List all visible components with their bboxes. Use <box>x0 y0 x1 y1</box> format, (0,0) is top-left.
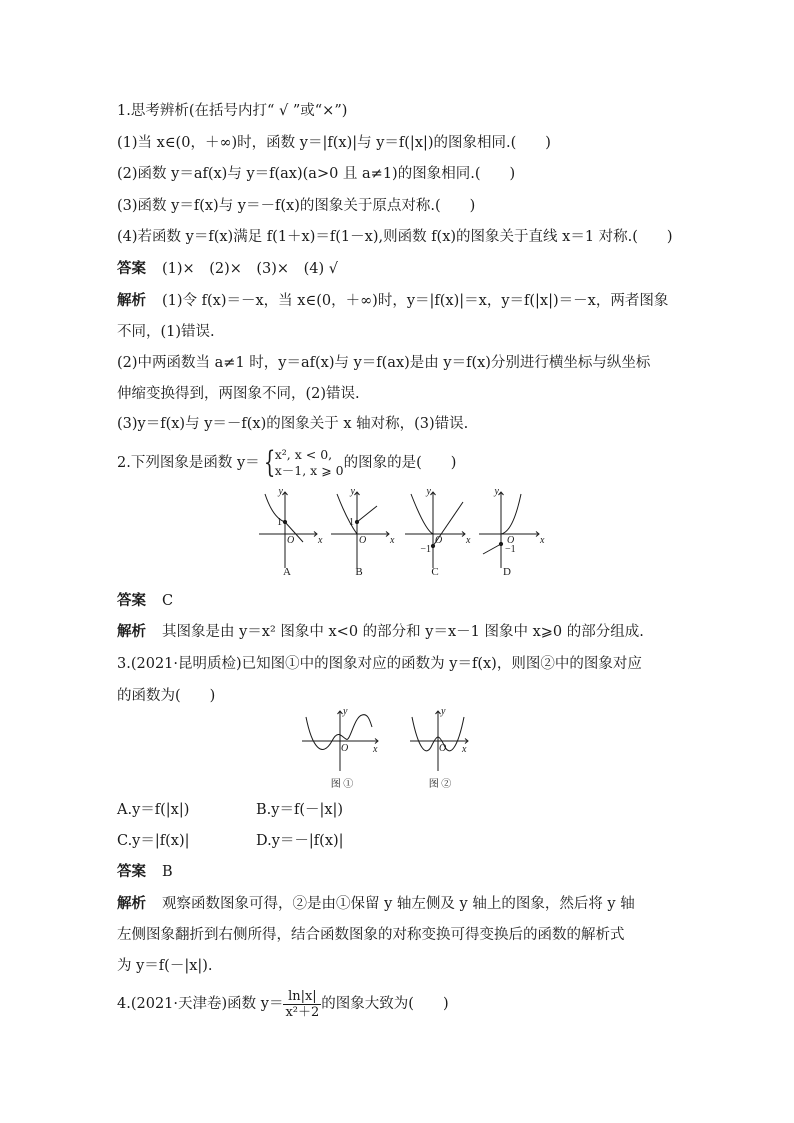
figure-2-x-label: x <box>462 744 467 755</box>
q1-title: 1.思考辨析(在括号内打“ √ ”或“×”) <box>117 103 348 119</box>
q1-analysis-line-4: 伸缩变换得到，两图象不同，(2)错误. <box>117 386 360 402</box>
piecewise-cases <box>275 447 344 479</box>
figure-2-y-label: y <box>441 707 446 717</box>
q2-stem <box>117 446 456 480</box>
answer-label: 答案 <box>117 864 146 880</box>
option-b-label: B <box>355 566 363 578</box>
graph-a-origin: O <box>287 535 295 546</box>
analysis-label: 解析 <box>117 896 146 912</box>
graph-d-origin: O <box>507 535 515 546</box>
q3-option-a[interactable]: A.y＝f(|x|) <box>117 802 190 818</box>
q3-analysis-line-3: 为 y＝f(－|x|). <box>117 958 213 974</box>
figure-1-origin: O <box>341 743 349 754</box>
q1-answer-line <box>117 259 338 279</box>
q2-answer: C <box>162 593 174 609</box>
q4-fraction <box>283 989 321 1020</box>
analysis-label: 解析 <box>117 293 146 309</box>
graph-c-x-label: x <box>466 535 471 546</box>
figure-2-origin: O <box>439 743 447 754</box>
graph-a-x-label: x <box>318 535 323 546</box>
q4-denominator: x²＋2 <box>285 1004 320 1020</box>
answer-label: 答案 <box>117 261 146 277</box>
figure-1 <box>302 711 378 771</box>
piece-1: x², x < 0, <box>274 447 333 462</box>
graph-a[interactable] <box>259 492 317 568</box>
piece-2: x－1, x ⩾ 0 <box>274 463 344 478</box>
q3-analysis-text-1: 观察函数图象可得，②是由①保留 y 轴左侧及 y 轴上的图象，然后将 y 轴 <box>162 896 635 912</box>
q3-option-d[interactable]: D.y＝－|f(x)| <box>256 833 344 849</box>
q3-stem-line-2: 的函数为( ) <box>117 688 216 704</box>
q4-prefix: 4.(2021·天津卷)函数 y＝ <box>117 996 284 1012</box>
analysis-label: 解析 <box>117 624 146 640</box>
q1-item-4: (4)若函数 y＝f(x)满足 f(1＋x)＝f(1－x),则函数 f(x)的图象关于直线 x＝1 对称.( ) <box>117 229 673 245</box>
q3-analysis-line-2: 左侧图象翻折到右侧所得，结合函数图象的对称变换可得变换后的函数的解析式 <box>117 927 625 943</box>
graph-b[interactable] <box>331 492 389 568</box>
graph-b-y-label: y <box>350 488 355 497</box>
q1-analysis-text-1: (1)令 f(x)＝－x，当 x∈(0，＋∞)时，y＝|f(x)|＝x，y＝f(|x|)＝－x，两者图象 <box>162 293 669 309</box>
q3-option-c[interactable]: C.y＝|f(x)| <box>117 833 190 849</box>
option-d-label: D <box>503 566 511 578</box>
q2-graph-options <box>255 488 555 580</box>
q1-analysis-line-2: 不同，(1)错误. <box>117 324 215 340</box>
graph-b-x-label: x <box>390 535 395 546</box>
figure-1-y-label: y <box>343 707 348 717</box>
q1-analysis-line-5: (3)y＝f(x)与 y＝－f(x)的图象关于 x 轴对称，(3)错误. <box>117 416 469 432</box>
q1-answer: (1)× (2)× (3)× (4) √ <box>162 261 338 277</box>
q2-suffix: 的图象的是( ) <box>343 455 457 471</box>
graph-d-x-label: x <box>540 535 545 546</box>
q2-analysis-line <box>117 622 644 642</box>
figure-1-caption: 图 ① <box>330 779 354 790</box>
graph-d-tick-neg-1: −1 <box>505 544 516 555</box>
graph-b-tick-1: 1 <box>349 517 354 528</box>
q2-analysis-text: 其图象是由 y＝x² 图象中 x<0 的部分和 y＝x－1 图象中 x⩾0 的部分组成. <box>162 624 644 640</box>
q3-figures <box>298 707 474 793</box>
q3-answer-line <box>117 862 173 882</box>
q1-analysis-line-1 <box>117 291 668 311</box>
graph-a-y-label: y <box>278 488 283 497</box>
q3-option-b[interactable]: B.y＝f(－|x|) <box>256 802 344 818</box>
answer-label: 答案 <box>117 593 146 609</box>
q4-numerator: ln|x| <box>283 989 321 1005</box>
graph-c[interactable] <box>405 492 465 568</box>
q4-suffix: 的图象大致为( ) <box>321 996 449 1012</box>
q1-item-3: (3)函数 y＝f(x)与 y＝－f(x)的图象关于原点对称.( ) <box>117 198 476 214</box>
q1-item-1: (1)当 x∈(0，＋∞)时，函数 y＝|f(x)|与 y＝f(|x|)的图象相同.( ) <box>117 135 551 151</box>
graph-b-origin: O <box>359 535 367 546</box>
graph-c-y-label: y <box>426 488 431 497</box>
q2-answer-line <box>117 591 173 611</box>
q3-answer: B <box>162 864 173 880</box>
q3-analysis-line-1 <box>117 894 635 914</box>
graph-d-y-label: y <box>494 488 499 497</box>
graph-c-tick-neg-1: −1 <box>420 544 431 555</box>
q1-item-2: (2)函数 y＝af(x)与 y＝f(ax)(a>0 且 a≠1)的图象相同.( ) <box>117 166 516 182</box>
option-a-label: A <box>283 566 291 578</box>
graph-c-origin: O <box>435 535 443 546</box>
graph-d[interactable] <box>479 492 539 568</box>
q4-stem <box>117 984 449 1024</box>
q2-prefix: 2.下列图象是函数 y＝ <box>117 455 260 471</box>
q1-analysis-line-3: (2)中两函数当 a≠1 时，y＝af(x)与 y＝f(ax)是由 y＝f(x)分别进行横坐标与纵坐标 <box>117 355 651 371</box>
figure-1-x-label: x <box>373 744 378 755</box>
figure-2-caption: 图 ② <box>428 779 452 790</box>
option-c-label: C <box>431 566 439 578</box>
piecewise-brace: { <box>263 445 275 480</box>
graph-a-tick-1: 1 <box>277 517 282 528</box>
figure-2 <box>410 711 468 771</box>
q3-stem-line-1: 3.(2021·昆明质检)已知图①中的图象对应的函数为 y＝f(x)，则图②中的图象对应 <box>117 656 642 672</box>
